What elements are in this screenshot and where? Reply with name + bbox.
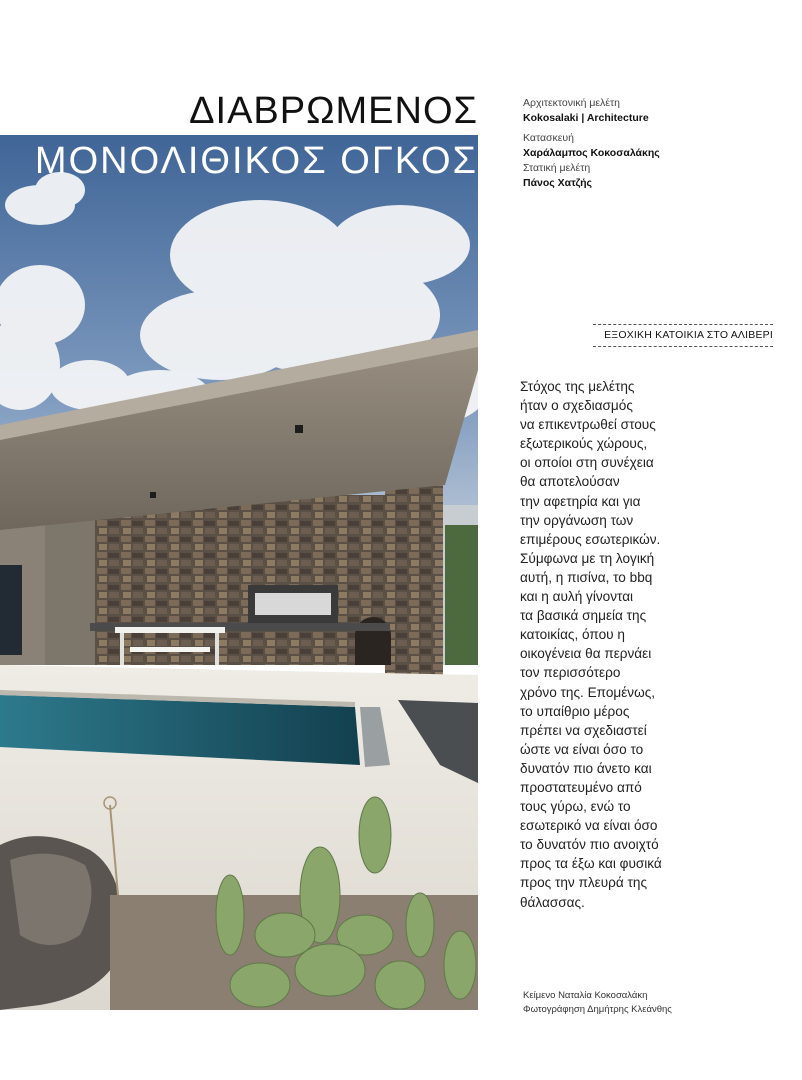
ceiling-light [150,492,156,498]
body-line: το υπαίθριο μέρος [520,703,630,719]
rock-highlight [10,854,91,945]
credit-name: Πάνος Χατζής [523,177,592,189]
photo-credit: Φωτογράφηση Δημήτρης Κλεάνθης [523,1004,672,1015]
body-line: τον περισσότερο [520,665,621,681]
project-credits [523,96,783,191]
table-leg [215,633,219,665]
body-line: αυτή, η πισίνα, το bbq [520,569,653,585]
headline-line-1: ΔΙΑΒΡΩΜΕΝΟΣ [189,90,478,132]
body-line: την αφετηρία και για [520,493,641,509]
body-line: εξωτερικούς χώρους, [520,436,648,452]
body-line: προστατευμένο από [520,779,642,795]
body-line: το δυνατόν πιο ανοιχτό [520,837,659,853]
bbq-opening [255,593,331,615]
body-line: χρόνο της. Επομένως, [520,684,656,700]
credit-role: Αρχιτεκτονική μελέτη [523,97,620,109]
stone-pillar [385,485,443,675]
body-line: Στόχος της μελέτης [520,379,635,394]
body-line: ώστε να είναι όσο το [520,741,644,757]
body-line: επιμέρους εσωτερικών. [520,531,661,547]
credit-name: Χαράλαμπος Κοκοσαλάκης [523,147,660,159]
text-credit: Κείμενο Ναταλία Κοκοσαλάκη [523,990,648,1001]
bench [130,647,210,652]
table-leg [120,633,124,665]
body-line: ήταν ο σχεδιασμός [520,398,633,414]
body-line: εσωτερικό να είναι όσο [520,818,658,834]
body-line: τους γύρω, ενώ το [520,799,631,815]
body-line: προς τα έξω και φυσικά [520,856,662,872]
body-line: και η αυλή γίνονται [520,589,634,605]
credit-name: Kokosalaki | Architecture [523,112,649,124]
body-line: προς την πλευρά της [520,875,648,891]
credit-role: Στατική μελέτη [523,162,591,174]
house-window [0,565,22,655]
body-line: την οργάνωση των [520,512,634,528]
body-line: Σύμφωνα με τη λογική [520,550,655,566]
body-line: δυνατόν πιο άνετο και [520,760,652,776]
house-illustration [0,135,478,1010]
body-line: πρέπει να σχεδιαστεί [520,722,647,738]
body-line: να επικεντρωθεί στους [520,417,656,433]
body-line: οι οποίοι στη συνέχεια [520,455,654,471]
body-line: θα αποτελούσαν [520,474,620,490]
table-top [115,627,225,633]
credit-role: Κατασκευή [523,132,575,144]
house-photo [0,135,478,1010]
footer-credits [523,989,672,1017]
body-line: θάλασσας. [520,894,585,910]
wall-panel [45,515,95,665]
stone-wall [95,495,385,665]
body-line: κατοικίας, όπου η [520,627,625,643]
body-line: οικογένεια θα περνάει [520,646,652,662]
article-body [520,377,690,912]
body-line: τα βασικά σημεία της [520,608,647,624]
trees [445,525,478,665]
ceiling-light [295,425,303,433]
section-tag: ΕΞΟΧΙΚΗ ΚΑΤΟΙΚΙΑ ΣΤΟ ΑΛΙΒΕΡΙ [593,324,773,347]
headline-line-2: ΜΟΝΟΛΙΘΙΚΟΣ ΟΓΚΟΣ [34,140,478,182]
